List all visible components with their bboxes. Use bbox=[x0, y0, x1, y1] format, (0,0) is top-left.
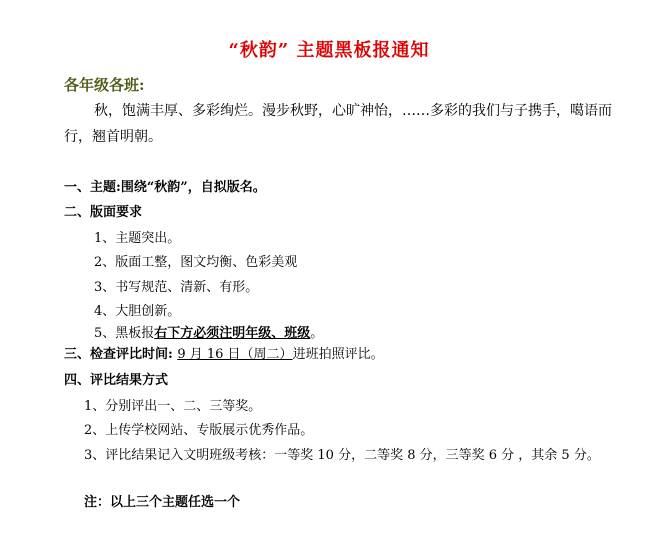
layout-requirement-3: 3、书写规范、清新、有形。 bbox=[94, 280, 259, 295]
inspection-date: 9 月 16 日（周二） bbox=[177, 347, 293, 362]
notice-title: “秋韵” 主题黑板报通知 bbox=[228, 40, 430, 61]
footnote: 注：以上三个主题任选一个 bbox=[84, 495, 241, 510]
layout-requirement-1: 1、主题突出。 bbox=[94, 231, 181, 246]
section-theme bbox=[64, 176, 266, 195]
section-theme-text: 围绕“秋韵”，自拟版名。 bbox=[120, 180, 266, 195]
salutation: 各年级各班: bbox=[64, 76, 145, 94]
results-item-2: 2、上传学校网站、专版展示优秀作品。 bbox=[84, 423, 314, 438]
layout-requirement-4: 4、大胆创新。 bbox=[94, 304, 181, 319]
inspection-date-suffix: 进班拍照评比。 bbox=[292, 347, 384, 362]
section-results-heading: 四、评比结果方式 bbox=[64, 373, 169, 388]
layout-requirement-5-emphasis: 右下方必须注明年级、班级 bbox=[154, 326, 311, 341]
intro-paragraph: 秋，饱满丰厚、多彩绚烂。漫步秋野，心旷神怡，……多彩的我们与子携手，噶语而行，翘首明朝。 bbox=[64, 103, 612, 145]
section-theme-label: 一、主题: bbox=[64, 180, 121, 195]
layout-requirement-5-suffix: 。 bbox=[310, 326, 324, 341]
section-layout-heading: 二、版面要求 bbox=[64, 205, 143, 220]
section-inspection-label: 三、检查评比时间: bbox=[64, 347, 173, 362]
results-item-1: 1、分别评出一、二、三等奖。 bbox=[84, 399, 262, 414]
layout-requirement-5-prefix: 5、黑板报 bbox=[94, 326, 155, 341]
section-inspection bbox=[64, 343, 384, 362]
results-item-3: 3、评比结果记入文明班级考核：一等奖 10 分，二等奖 8 分，三等奖 6 分 ，其余 5 分。 bbox=[84, 448, 600, 463]
layout-requirement-5 bbox=[94, 322, 323, 341]
layout-requirement-2: 2、版面工整，图文均衡、色彩美观 bbox=[94, 255, 298, 270]
